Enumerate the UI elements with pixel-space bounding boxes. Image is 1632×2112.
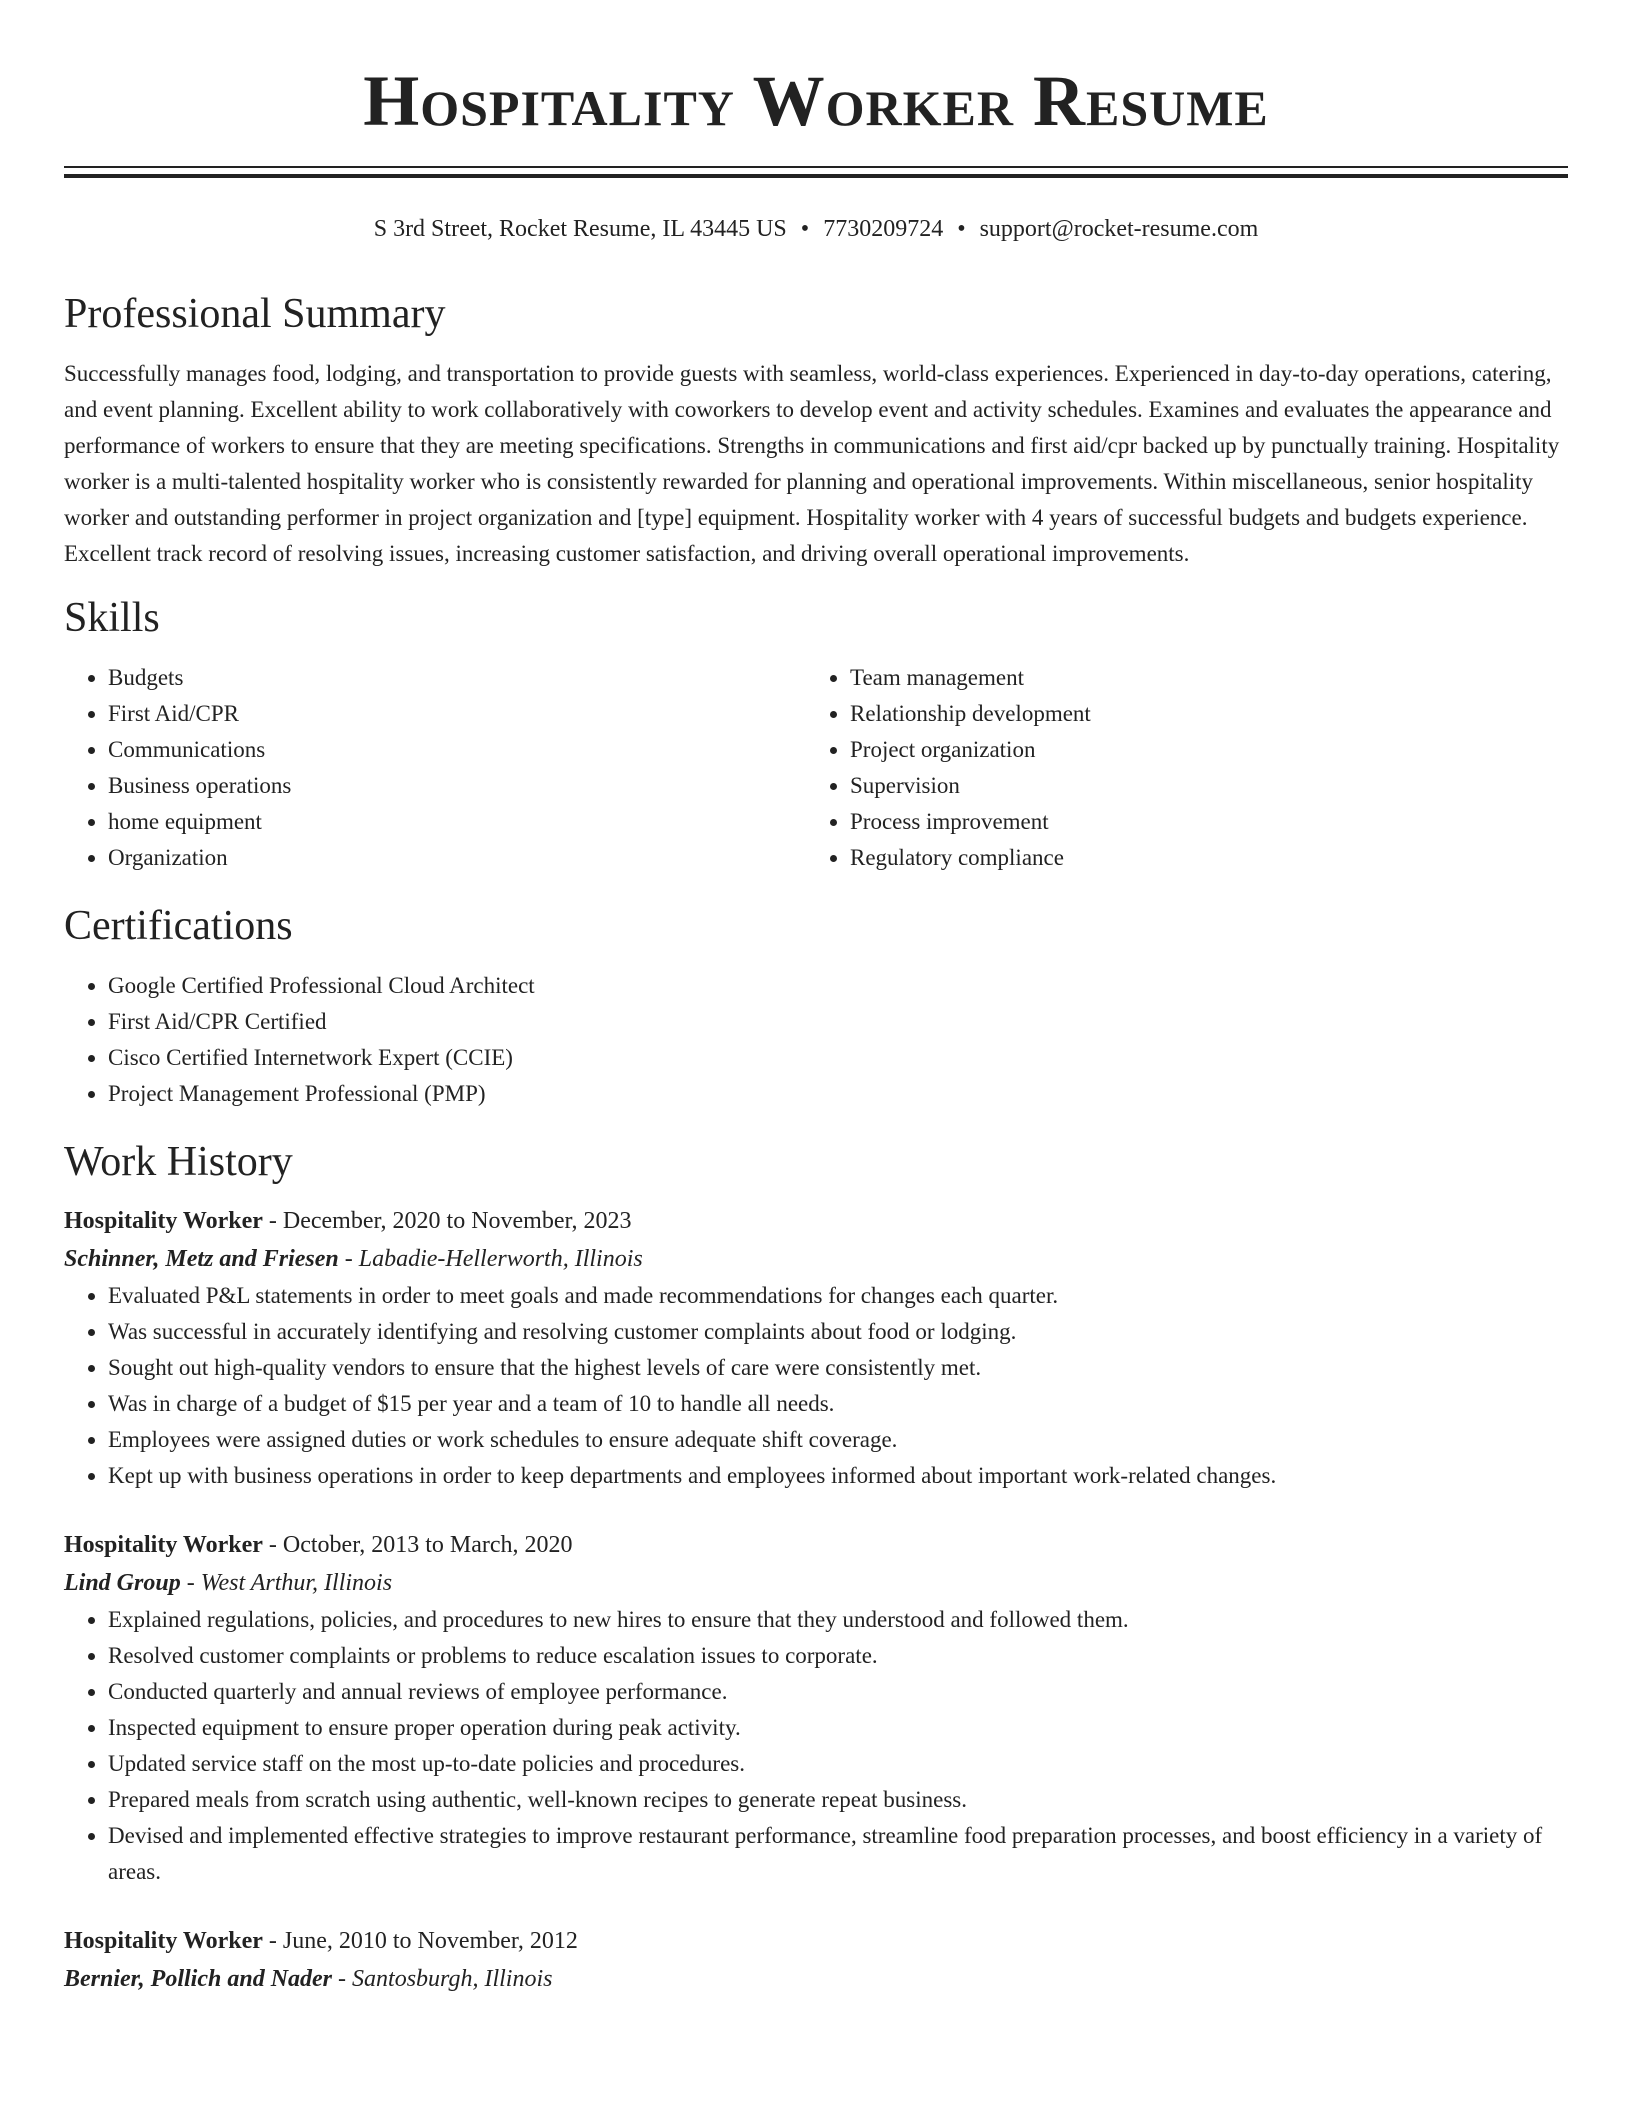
job-bullet: • Was successful in accurately identifying and resolving customer complaints about food or lodging. [108,1314,1568,1350]
resume-title: Hospitality Worker Resume [363,61,1269,141]
skill-item: • Project organization [850,732,1548,768]
contact-phone: 7730209724 [823,216,944,242]
job-dates: - June, 2010 to November, 2012 [262,1928,578,1954]
skills-list-right [806,660,1548,876]
skill-item: • Communications [108,732,806,768]
job-location: - Labadie-Hellerworth, Illinois [338,1246,643,1272]
summary-text: Successfully manages food, lodging, and transportation to provide guests with seamless, world-class experiences. Experienced in day-to-day operations, catering, and event planning. Excellent ability to work collaboratively with coworkers to develop event and activity schedules. Examines and evaluates the appearance and performance of workers to ensure that they are meeting specifications. Strengths in communications and first aid/cpr backed up by punctually training. Hospitality worker is a multi-talented hospitality worker who is consistently rewarded for planning and operational improvements. Within miscellaneous, senior hospitality worker and outstanding performer in project organization and [type] equipment. Hospitality worker with 4 years of successful budgets and budgets experience. Excellent track record of resolving issues, increasing customer satisfaction, and driving overall operational improvements. [64,361,1560,566]
skill-item: • Process improvement [850,804,1548,840]
skills-column-right [806,660,1548,876]
job-title: Hospitality Worker [64,1928,263,1954]
skill-item: • Business operations [108,768,806,804]
certification-item: • Project Management Professional (PMP) [108,1076,1568,1112]
job-bullet: • Inspected equipment to ensure proper operation during peak activity. [108,1710,1568,1746]
skill-item: • home equipment [108,804,806,840]
skill-item: • Organization [108,840,806,876]
job-entry [64,1922,1568,1998]
job-bullet: • Prepared meals from scratch using authentic, well-known recipes to generate repeat business. [108,1782,1568,1818]
job-title: Hospitality Worker [64,1208,263,1234]
skills-column-left [64,660,806,876]
job-bullet: • Evaluated P&L statements in order to meet goals and made recommendations for changes each quarter. [108,1278,1568,1314]
job-bullet: • Updated service staff on the most up-to-date policies and procedures. [108,1746,1568,1782]
job-bullet: • Conducted quarterly and annual reviews of employee performance. [108,1674,1568,1710]
certifications-heading: Certifications [64,903,293,949]
title-divider-thin [64,166,1568,168]
job-company-line [64,1240,1568,1278]
job-bullet: • Was in charge of a budget of $15 per year and a team of 10 to handle all needs. [108,1386,1568,1422]
contact-separator: • [957,216,966,242]
skill-item: • Relationship development [850,696,1548,732]
certification-item: • Google Certified Professional Cloud Architect [108,968,1568,1004]
title-divider-thick [64,174,1568,178]
contact-line [64,214,1568,244]
job-company-line [64,1564,1568,1602]
summary-heading: Professional Summary [64,291,446,337]
job-title: Hospitality Worker [64,1532,263,1558]
job-bullet: • Resolved customer complaints or problems to reduce escalation issues to corporate. [108,1638,1568,1674]
job-bullet-list [64,1602,1568,1890]
contact-address: S 3rd Street, Rocket Resume, IL 43445 US [373,216,787,242]
job-title-line [64,1922,1568,1960]
job-entry [64,1202,1568,1494]
job-bullet: • Devised and implemented effective strategies to improve restaurant performance, streamline food preparation processes, and boost efficiency in a variety of areas. [108,1818,1568,1890]
skills-heading: Skills [64,595,160,641]
job-company-line [64,1960,1568,1998]
skill-item: • Supervision [850,768,1548,804]
job-company: Bernier, Pollich and Nader [64,1966,333,1992]
job-title-line [64,1202,1568,1240]
job-dates: - December, 2020 to November, 2023 [262,1208,632,1234]
job-entry [64,1526,1568,1890]
job-bullet: • Kept up with business operations in order to keep departments and employees informed about important work-related changes. [108,1458,1568,1494]
contact-email: support@rocket-resume.com [979,216,1259,242]
skill-item: • First Aid/CPR [108,696,806,732]
skills-columns [64,660,1568,876]
job-bullet: • Explained regulations, policies, and procedures to new hires to ensure that they understood and followed them. [108,1602,1568,1638]
job-bullet: • Employees were assigned duties or work schedules to ensure adequate shift coverage. [108,1422,1568,1458]
certification-item: • Cisco Certified Internetwork Expert (CCIE) [108,1040,1568,1076]
job-title-line [64,1526,1568,1564]
job-company: Lind Group [64,1570,181,1596]
job-location: - West Arthur, Illinois [180,1570,393,1596]
job-bullet: • Sought out high-quality vendors to ensure that the highest levels of care were consistently met. [108,1350,1568,1386]
skill-item: • Budgets [108,660,806,696]
contact-separator: • [800,216,810,242]
job-dates: - October, 2013 to March, 2020 [262,1532,573,1558]
skill-item: • Regulatory compliance [850,840,1548,876]
skills-list-left [64,660,806,876]
job-company: Schinner, Metz and Friesen [64,1246,339,1272]
job-bullet-list [64,1278,1568,1494]
skill-item: • Team management [850,660,1548,696]
work-history-heading: Work History [64,1139,293,1185]
job-location: - Santosburgh, Illinois [332,1966,553,1992]
certification-item: • First Aid/CPR Certified [108,1004,1568,1040]
certifications-list [64,968,1568,1112]
